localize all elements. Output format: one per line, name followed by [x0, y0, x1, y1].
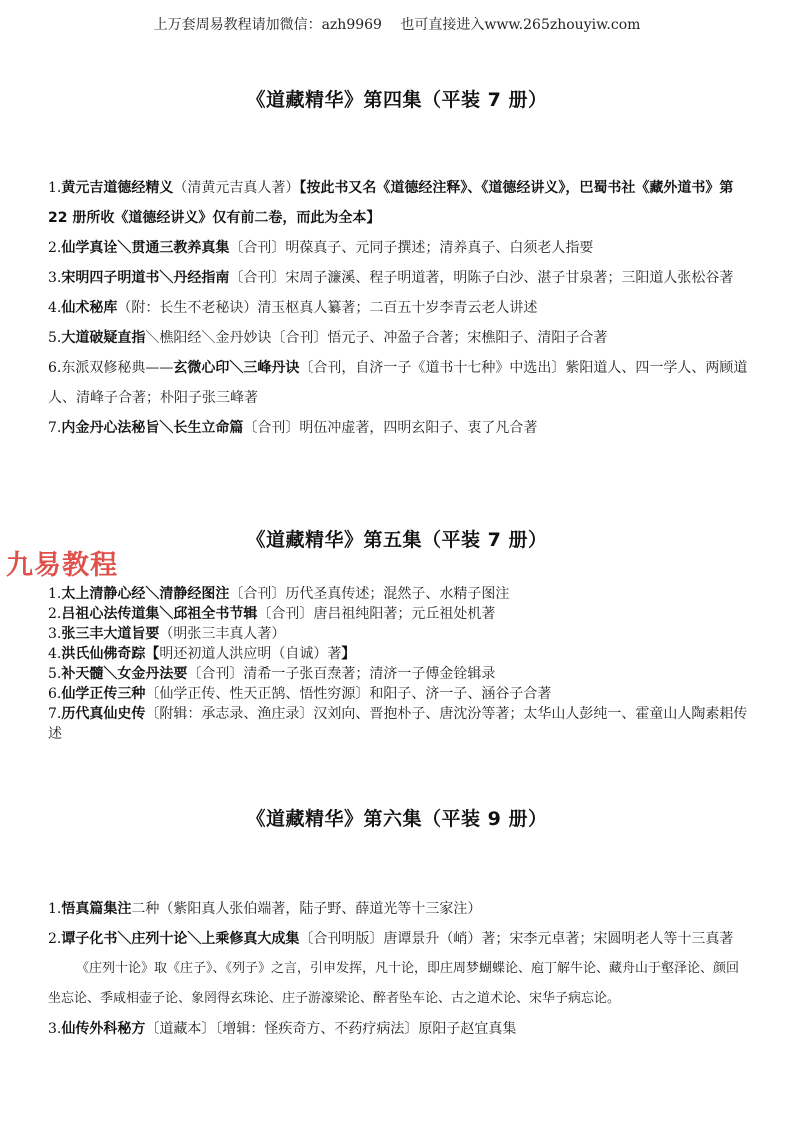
list-item: 6.仙学正传三种〔仙学正传、性天正鹄、悟性穷源〕和阳子、济一子、涵谷子合著: [48, 686, 552, 702]
list-item: 7.历代真仙史传〔附辑：承志录、渔庄录〕汉刘向、晋抱朴子、唐沈汾等著；太华山人彭纯一、霍童山人陶素耜传述: [48, 706, 748, 742]
list-item: 4.仙术秘库（附：长生不老秘诀）清玉枢真人纂著；二百五十岁李青云老人讲述: [48, 300, 538, 316]
list-item: 1.黄元吉道德经精义（清黄元吉真人著）【按此书又名《道德经注释》、《道德经讲义》，巴蜀书社《藏外道书》第 22 册所收《道德经讲义》仅有前二卷，而此为全本】: [48, 180, 734, 226]
list-item: 1.悟真篇集注二种（紫阳真人张伯端著，陆子野、薛道光等十三家注）: [48, 901, 482, 917]
list-item: 2.吕祖心法传道集＼邱祖全书节辑〔合刊〕唐吕祖纯阳著；元丘祖处机著: [48, 606, 496, 622]
note-paragraph: 《庄列十论》取《庄子》、《列子》之言，引申发挥，凡十论，即庄周梦蝴蝶论、庖丁解牛论、藏舟山于壑泽论、颜回坐忘论、季咸相壶子论、象罔得玄珠论、庄子游濠梁论、醉者坠车论、古之道术论、宋华子病忘论。: [48, 961, 740, 1006]
list-item: 4.洪氏仙佛奇踪【明还初道人洪应明（自诚）著】: [48, 646, 356, 662]
section-title-5: 《道藏精华》第五集（平装 7 册）: [246, 529, 548, 551]
list-item: 3.仙传外科秘方〔道藏本〕〔增辑：怪疾奇方、不药疗病法〕原阳子赵宜真集: [48, 1021, 517, 1037]
page-header: 上万套周易教程请加微信：azh9969 也可直接进入www.265zhouyiw.com: [153, 17, 641, 33]
section-6-list: [48, 894, 748, 1044]
list-item: 6.东派双修秘典——玄微心印＼三峰丹诀〔合刊，自济一子《道书十七种》中选出〕紫阳道人、四一学人、两顾道人、清峰子合著；朴阳子张三峰著: [48, 360, 748, 406]
list-item: 5.补天髓＼女金丹法要〔合刊〕清希一子张百焘著；清济一子傅金铨辑录: [48, 666, 496, 682]
section-title-6: 《道藏精华》第六集（平装 9 册）: [246, 808, 548, 830]
list-item: 3.宋明四子明道书＼丹经指南〔合刊〕宋周子濂溪、程子明道著，明陈子白沙、湛子甘泉著；三阳道人张松谷著: [48, 270, 734, 286]
section-5-list: [48, 584, 748, 744]
list-item: 2.谭子化书＼庄列十论＼上乘修真大成集〔合刊明版〕唐谭景升（峭）著；宋李元卓著；宋圆明老人等十三真著: [48, 931, 734, 947]
list-item: 1.太上清静心经＼清静经图注〔合刊〕历代圣真传述；混然子、水精子图注: [48, 586, 510, 602]
list-item: 3.张三丰大道旨要（明张三丰真人著）: [48, 626, 286, 642]
list-item: 7.内金丹心法秘旨＼长生立命篇〔合刊〕明伍冲虚著，四明玄阳子、衷了凡合著: [48, 420, 538, 436]
watermark-stamp: 九易教程: [6, 550, 118, 581]
section-4-list: [48, 173, 748, 443]
list-item: 5.大道破疑直指＼樵阳经＼金丹妙诀〔合刊〕悟元子、冲盈子合著；宋樵阳子、清阳子合著: [48, 330, 608, 346]
list-item: 2.仙学真诠＼贯通三教养真集〔合刊〕明葆真子、元同子撰述；清养真子、白须老人指要: [48, 240, 594, 256]
section-title-4: 《道藏精华》第四集（平装 7 册）: [246, 89, 548, 111]
